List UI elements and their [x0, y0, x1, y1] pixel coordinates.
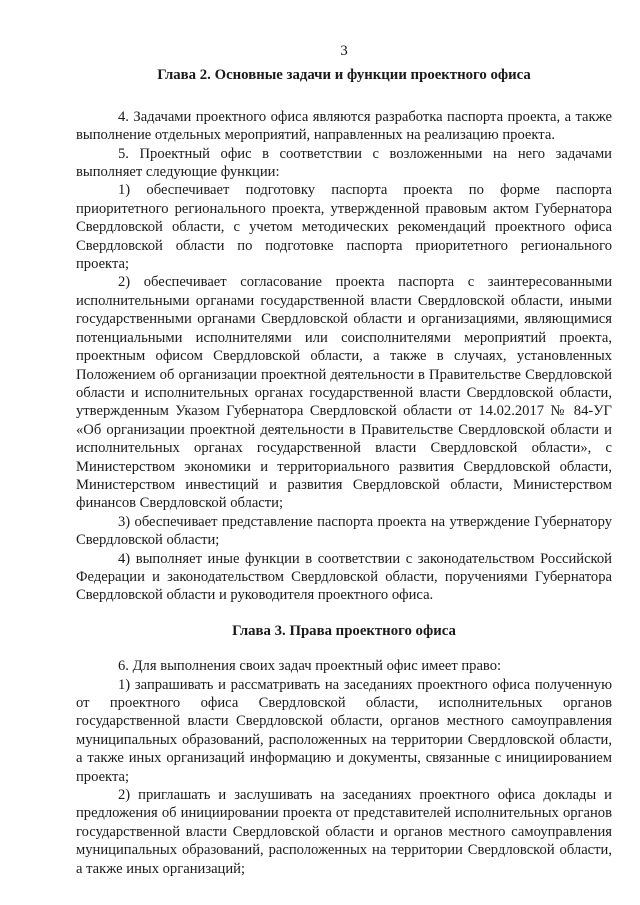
function-item-4: 4) выполняет иные функции в соответствии с законодательством Российской Федерации и законодательством Свердловской области, поручениями Губернатора Свердловской области и руководителя проектного офиса.: [76, 550, 612, 604]
chapter-3-heading: Глава 3. Права проектного офиса: [232, 622, 456, 639]
right-item-2: 2) приглашать и заслушивать на заседаниях проектного офиса доклады и предложения об инициировании проекта от представителей исполнительных органов государственной власти Свердловской области и органов местного самоуправления муниципальных образований, расположенных на территории Свердловской области, а также иных организаций;: [76, 787, 612, 877]
function-item-3: 3) обеспечивает представление паспорта проекта на утверждение Губернатору Свердловской области;: [76, 513, 612, 549]
document-page: [76, 42, 612, 878]
page-number: 3: [340, 43, 348, 59]
paragraph-4-tasks: 4. Задачами проектного офиса являются разработка паспорта проекта, а также выполнение отдельных мероприятий, направленных на реализацию проекта.: [76, 108, 612, 144]
right-item-1: 1) запрашивать и рассматривать на заседаниях проектного офиса полученную от проектного офиса Свердловской области, исполнительных органов государственной власти Свердловской области, органов местного самоуправления муниципальных образований, расположенных на территории Свердловской области, а также иных организаций информацию и документы, связанные с инициированием проекта;: [76, 676, 612, 785]
function-item-2: 2) обеспечивает согласование проекта паспорта с заинтересованными исполнительными органами государственной власти Свердловской области, иными государственными органами Свердловской области и организациями, являющимися потенциальными исполнителями или соисполнителями мероприятий проекта, проектным офисом Свердловской области, а также в случаях, установленных Положением об организации проектной деятельности в Правительстве Свердловской области и исполнительных органах государственной власти Свердловской области, утвержденным Указом Губернатора Свердловской области от 14.02.2017 № 84-УГ «Об организации проектной деятельности в Правительстве Свердловской области и исполнительных органах государственной власти Свердловской области», с Министерством экономики и территориального развития Свердловской области, Министерством инвестиций и развития Свердловской области, Министерством финансов Свердловской области;: [76, 274, 612, 512]
function-item-1: 1) обеспечивает подготовку паспорта проекта по форме паспорта приоритетного регионального проекта, утвержденной правовым актом Губернатора Свердловской области, с учетом методических рекомендаций проектного офиса Свердловской области по подготовке паспорта приоритетного регионального проекта;: [76, 182, 612, 273]
paragraph-6-rights: 6. Для выполнения своих задач проектный офис имеет право:: [118, 658, 502, 675]
paragraph-5-functions: 5. Проектный офис в соответствии с возложенными на него задачами выполняет следующие функции:: [76, 145, 612, 181]
chapter-2-heading: Глава 2. Основные задачи и функции проектного офиса: [157, 67, 531, 84]
